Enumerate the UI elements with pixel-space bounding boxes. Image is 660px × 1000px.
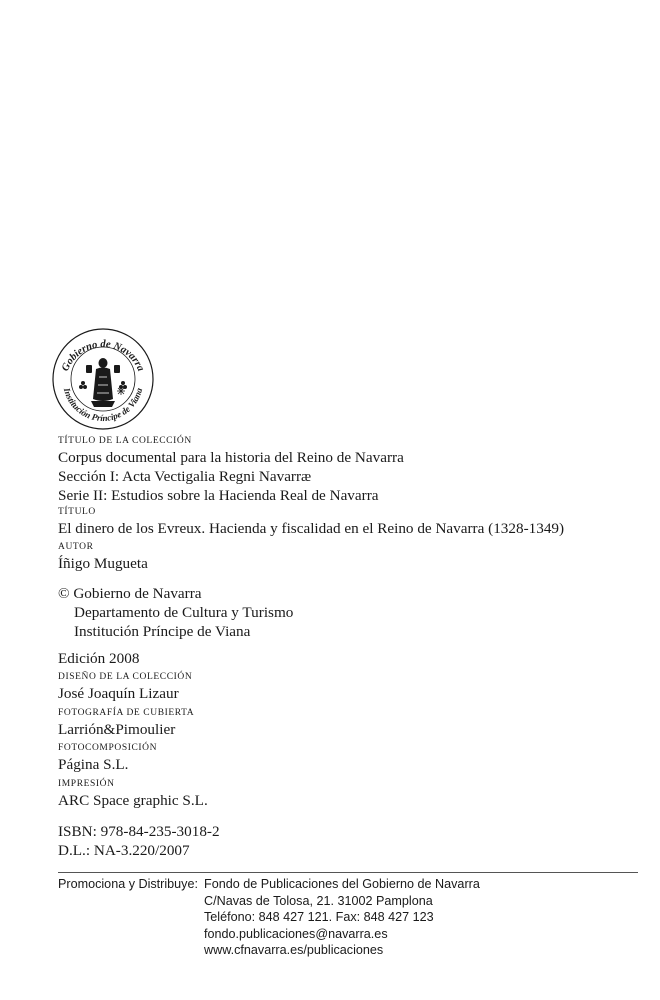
photo-label: FOTOGRAFÍA DE CUBIERTA	[58, 708, 195, 718]
isbn: ISBN: 978-84-235-3018-2	[58, 823, 220, 840]
photo-value: Larrión&Pimoulier	[58, 721, 176, 738]
distributor-email[interactable]: fondo.publicaciones@navarra.es	[204, 926, 388, 941]
distributor-name: Fondo de Publicaciones del Gobierno de Navarra	[204, 877, 480, 891]
author-label: AUTOR	[58, 542, 94, 552]
edition: Edición 2008	[58, 650, 140, 667]
title-section	[58, 506, 638, 538]
coat-of-arms-seal-icon	[51, 327, 155, 431]
title-label: TÍTULO	[58, 507, 96, 517]
edition-section	[58, 649, 638, 668]
printing-section	[58, 778, 638, 810]
collection-line-3: Serie II: Estudios sobre la Hacienda Real de Navarra	[58, 487, 379, 504]
collection-line-1: Corpus documental para la historia del Reino de Navarra	[58, 449, 404, 466]
copyright-line-3: Institución Príncipe de Viana	[74, 623, 251, 640]
design-section	[58, 671, 638, 703]
distributor-details	[204, 876, 480, 959]
copyright-line-2: Departamento de Cultura y Turismo	[74, 604, 294, 621]
distributor-phone: Teléfono: 848 427 121. Fax: 848 427 123	[204, 910, 434, 924]
author-section	[58, 541, 638, 573]
author-name: Íñigo Mugueta	[58, 555, 148, 572]
printing-value: ARC Space graphic S.L.	[58, 792, 208, 809]
book-title: El dinero de los Evreux. Hacienda y fiscalidad en el Reino de Navarra (1328-1349)	[58, 520, 565, 537]
institution-seal	[51, 327, 155, 431]
printing-label: IMPRESIÓN	[58, 779, 115, 789]
footer-divider	[58, 872, 638, 873]
copyright-line-1: © Gobierno de Navarra	[58, 585, 202, 602]
collection-section	[58, 435, 638, 505]
isbn-section	[58, 822, 638, 860]
photo-section	[58, 707, 638, 739]
copyright-section	[58, 584, 638, 641]
distribution-label: Promociona y Distribuye:	[58, 877, 198, 891]
design-label: DISEÑO DE LA COLECCIÓN	[58, 672, 193, 682]
legal-deposit: D.L.: NA-3.220/2007	[58, 842, 190, 859]
typesetting-section	[58, 742, 638, 774]
design-value: José Joaquín Lizaur	[58, 685, 179, 702]
typesetting-label: FOTOCOMPOSICIÓN	[58, 743, 158, 753]
seal-bottom-text: Institución Príncipe de Viana	[61, 386, 145, 424]
collection-label: TÍTULO DE LA COLECCIÓN	[58, 436, 192, 446]
distributor-address: C/Navas de Tolosa, 21. 31002 Pamplona	[204, 893, 433, 908]
distributor-website[interactable]: www.cfnavarra.es/publicaciones	[204, 943, 384, 957]
typesetting-value: Página S.L.	[58, 756, 129, 773]
collection-line-2: Sección I: Acta Vectigalia Regni Navarræ	[58, 468, 312, 485]
seal-top-text: Gobierno de Navarra	[59, 339, 147, 374]
